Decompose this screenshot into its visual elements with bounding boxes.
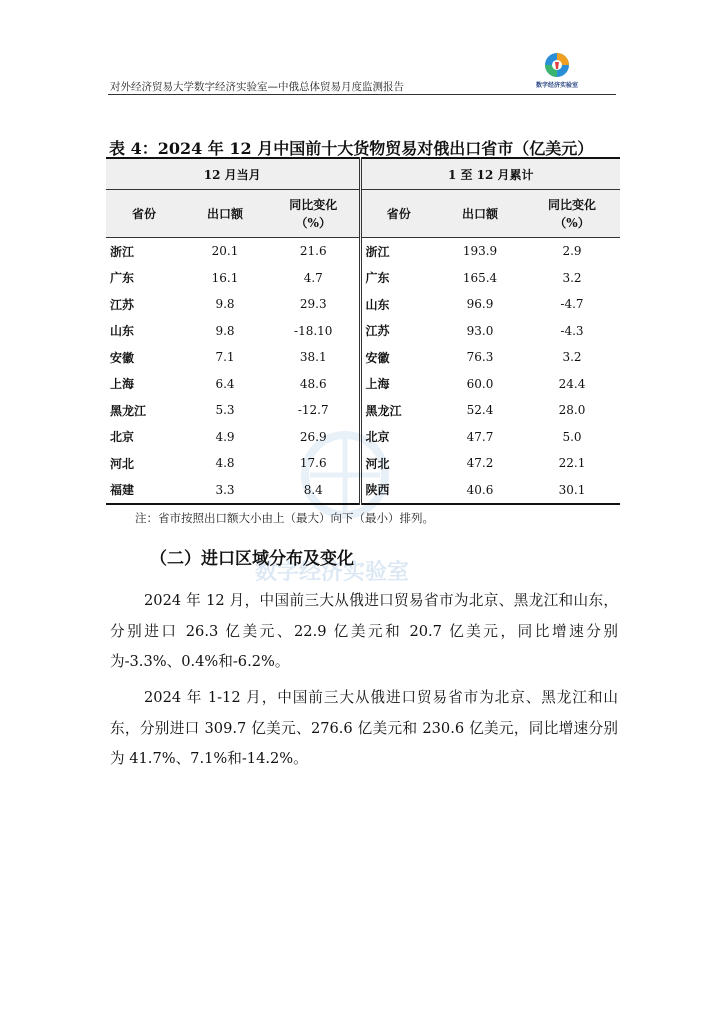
province-cell: 河北 xyxy=(110,456,135,471)
col-header-export-cumulative: 出口额 xyxy=(436,190,524,238)
table-row xyxy=(106,424,620,451)
table-row xyxy=(106,238,620,265)
change-cell-cumulative: -4.3 xyxy=(560,323,584,338)
province-cell-cumulative: 安徽 xyxy=(360,344,436,371)
change-cell: -18.10 xyxy=(294,323,333,338)
header-divider xyxy=(108,94,616,95)
paragraph-december: 2024 年 12 月，中国前三大从俄进口贸易省市为北京、黑龙江和山东，分别进口 26.3 亿美元、22.9 亿美元和 20.7 亿美元，同比增速分别为-3.3%、0.4%和-6.2%。 xyxy=(110,592,618,670)
col-header-change-label: 同比变化 xyxy=(289,197,338,212)
export-cell-cumulative: 193.9 xyxy=(462,244,498,259)
province-cell-cumulative: 广东 xyxy=(360,265,436,292)
export-cell-cumulative: 76.3 xyxy=(466,350,494,365)
group-header-december: 12 月当月 xyxy=(106,158,360,190)
province-cell: 江苏 xyxy=(110,297,135,312)
change-cell: 38.1 xyxy=(299,350,327,365)
lab-logo xyxy=(528,50,586,92)
province-cell: 黑龙江 xyxy=(110,403,147,418)
col-header-change-unit: （%） xyxy=(295,215,331,230)
group-header-cumulative: 1 至 12 月累计 xyxy=(360,158,620,190)
change-cell: 48.6 xyxy=(299,376,327,391)
change-cell-cumulative: 24.4 xyxy=(558,376,586,391)
col-header-change-cumulative xyxy=(524,190,620,238)
col-header-change-unit-cumulative: （%） xyxy=(554,215,590,230)
export-cell-cumulative: 60.0 xyxy=(466,376,494,391)
table-row xyxy=(106,371,620,398)
change-cell: 4.7 xyxy=(303,270,323,285)
province-cell-cumulative: 黑龙江 xyxy=(360,397,436,424)
export-cell: 6.4 xyxy=(215,376,235,391)
change-cell: 21.6 xyxy=(299,244,327,259)
province-cell-cumulative: 河北 xyxy=(360,450,436,477)
province-cell: 浙江 xyxy=(110,244,135,259)
export-cell: 5.3 xyxy=(215,403,235,418)
export-cell: 4.8 xyxy=(215,456,235,471)
change-cell-cumulative: 3.2 xyxy=(562,270,582,285)
export-cell: 7.1 xyxy=(215,350,235,365)
export-cell: 9.8 xyxy=(215,323,235,338)
export-cell: 16.1 xyxy=(211,270,239,285)
export-cell: 3.3 xyxy=(182,477,268,505)
province-cell-cumulative: 山东 xyxy=(360,291,436,318)
change-cell-cumulative: 22.1 xyxy=(558,456,586,471)
export-cell: 9.8 xyxy=(215,297,235,312)
change-cell-cumulative: 28.0 xyxy=(558,403,586,418)
change-cell: 26.9 xyxy=(299,429,327,444)
province-cell: 北京 xyxy=(110,430,135,445)
province-cell-cumulative: 浙江 xyxy=(360,238,436,265)
export-cell-cumulative: 40.6 xyxy=(436,477,524,505)
province-cell-cumulative: 上海 xyxy=(360,371,436,398)
export-cell: 4.9 xyxy=(215,429,235,444)
change-cell-cumulative: 5.0 xyxy=(562,429,582,444)
section-heading: （二）进口区域分布及变化 xyxy=(150,549,354,569)
col-header-change-label-cumulative: 同比变化 xyxy=(547,197,596,212)
province-cell-cumulative: 北京 xyxy=(360,424,436,451)
paragraph-annual: 2024 年 1-12 月，中国前三大从俄进口贸易省市为北京、黑龙江和山东，分别进口 309.7 亿美元、276.6 亿美元和 230.6 亿美元，同比增速分别为 41.7%、7.1%和-14.2%。 xyxy=(110,689,618,767)
export-provinces-table xyxy=(106,157,620,505)
province-cell-cumulative: 江苏 xyxy=(360,318,436,345)
export-cell-cumulative: 47.7 xyxy=(466,429,494,444)
col-header-province: 省份 xyxy=(106,190,182,238)
change-cell: 17.6 xyxy=(299,456,327,471)
col-header-province-cumulative: 省份 xyxy=(360,190,436,238)
change-cell-cumulative: 3.2 xyxy=(562,350,582,365)
table-row xyxy=(106,344,620,371)
change-cell-cumulative: 2.9 xyxy=(562,244,582,259)
export-cell-cumulative: 47.2 xyxy=(466,456,494,471)
province-cell: 安徽 xyxy=(110,350,135,365)
province-cell: 广东 xyxy=(110,271,135,286)
export-cell-cumulative: 165.4 xyxy=(462,270,498,285)
province-cell: 山东 xyxy=(110,324,135,339)
globe-icon xyxy=(528,50,586,82)
province-cell-cumulative: 陕西 xyxy=(360,477,436,505)
col-header-export: 出口额 xyxy=(182,190,268,238)
table-row xyxy=(106,291,620,318)
logo-caption: 数字经济实验室 xyxy=(535,82,578,89)
table-row xyxy=(106,318,620,345)
table-body xyxy=(106,238,620,505)
export-cell-cumulative: 93.0 xyxy=(466,323,494,338)
report-header-title: 对外经济贸易大学数字经济实验室—中俄总体贸易月度监测报告 xyxy=(110,81,404,93)
table-title: 表 4：2024 年 12 月中国前十大货物贸易对俄出口省市（亿美元） xyxy=(109,139,594,158)
change-cell: 29.3 xyxy=(299,297,327,312)
watermark-text: 数字经济实验室 xyxy=(255,560,410,585)
change-cell-cumulative: -4.7 xyxy=(560,297,584,312)
province-cell: 福建 xyxy=(106,477,182,505)
col-header-change xyxy=(268,190,360,238)
table-row xyxy=(106,477,620,505)
table-row xyxy=(106,397,620,424)
export-cell-cumulative: 96.9 xyxy=(466,297,494,312)
change-cell: -12.7 xyxy=(297,403,329,418)
table-row xyxy=(106,265,620,292)
table-row xyxy=(106,450,620,477)
province-cell: 上海 xyxy=(110,377,135,392)
change-cell: 8.4 xyxy=(268,477,360,505)
export-cell-cumulative: 52.4 xyxy=(466,403,494,418)
change-cell-cumulative: 30.1 xyxy=(524,477,620,505)
table-note: 注：省市按照出口额大小由上（最大）向下（最小）排列。 xyxy=(135,511,434,525)
export-cell: 20.1 xyxy=(211,244,239,259)
